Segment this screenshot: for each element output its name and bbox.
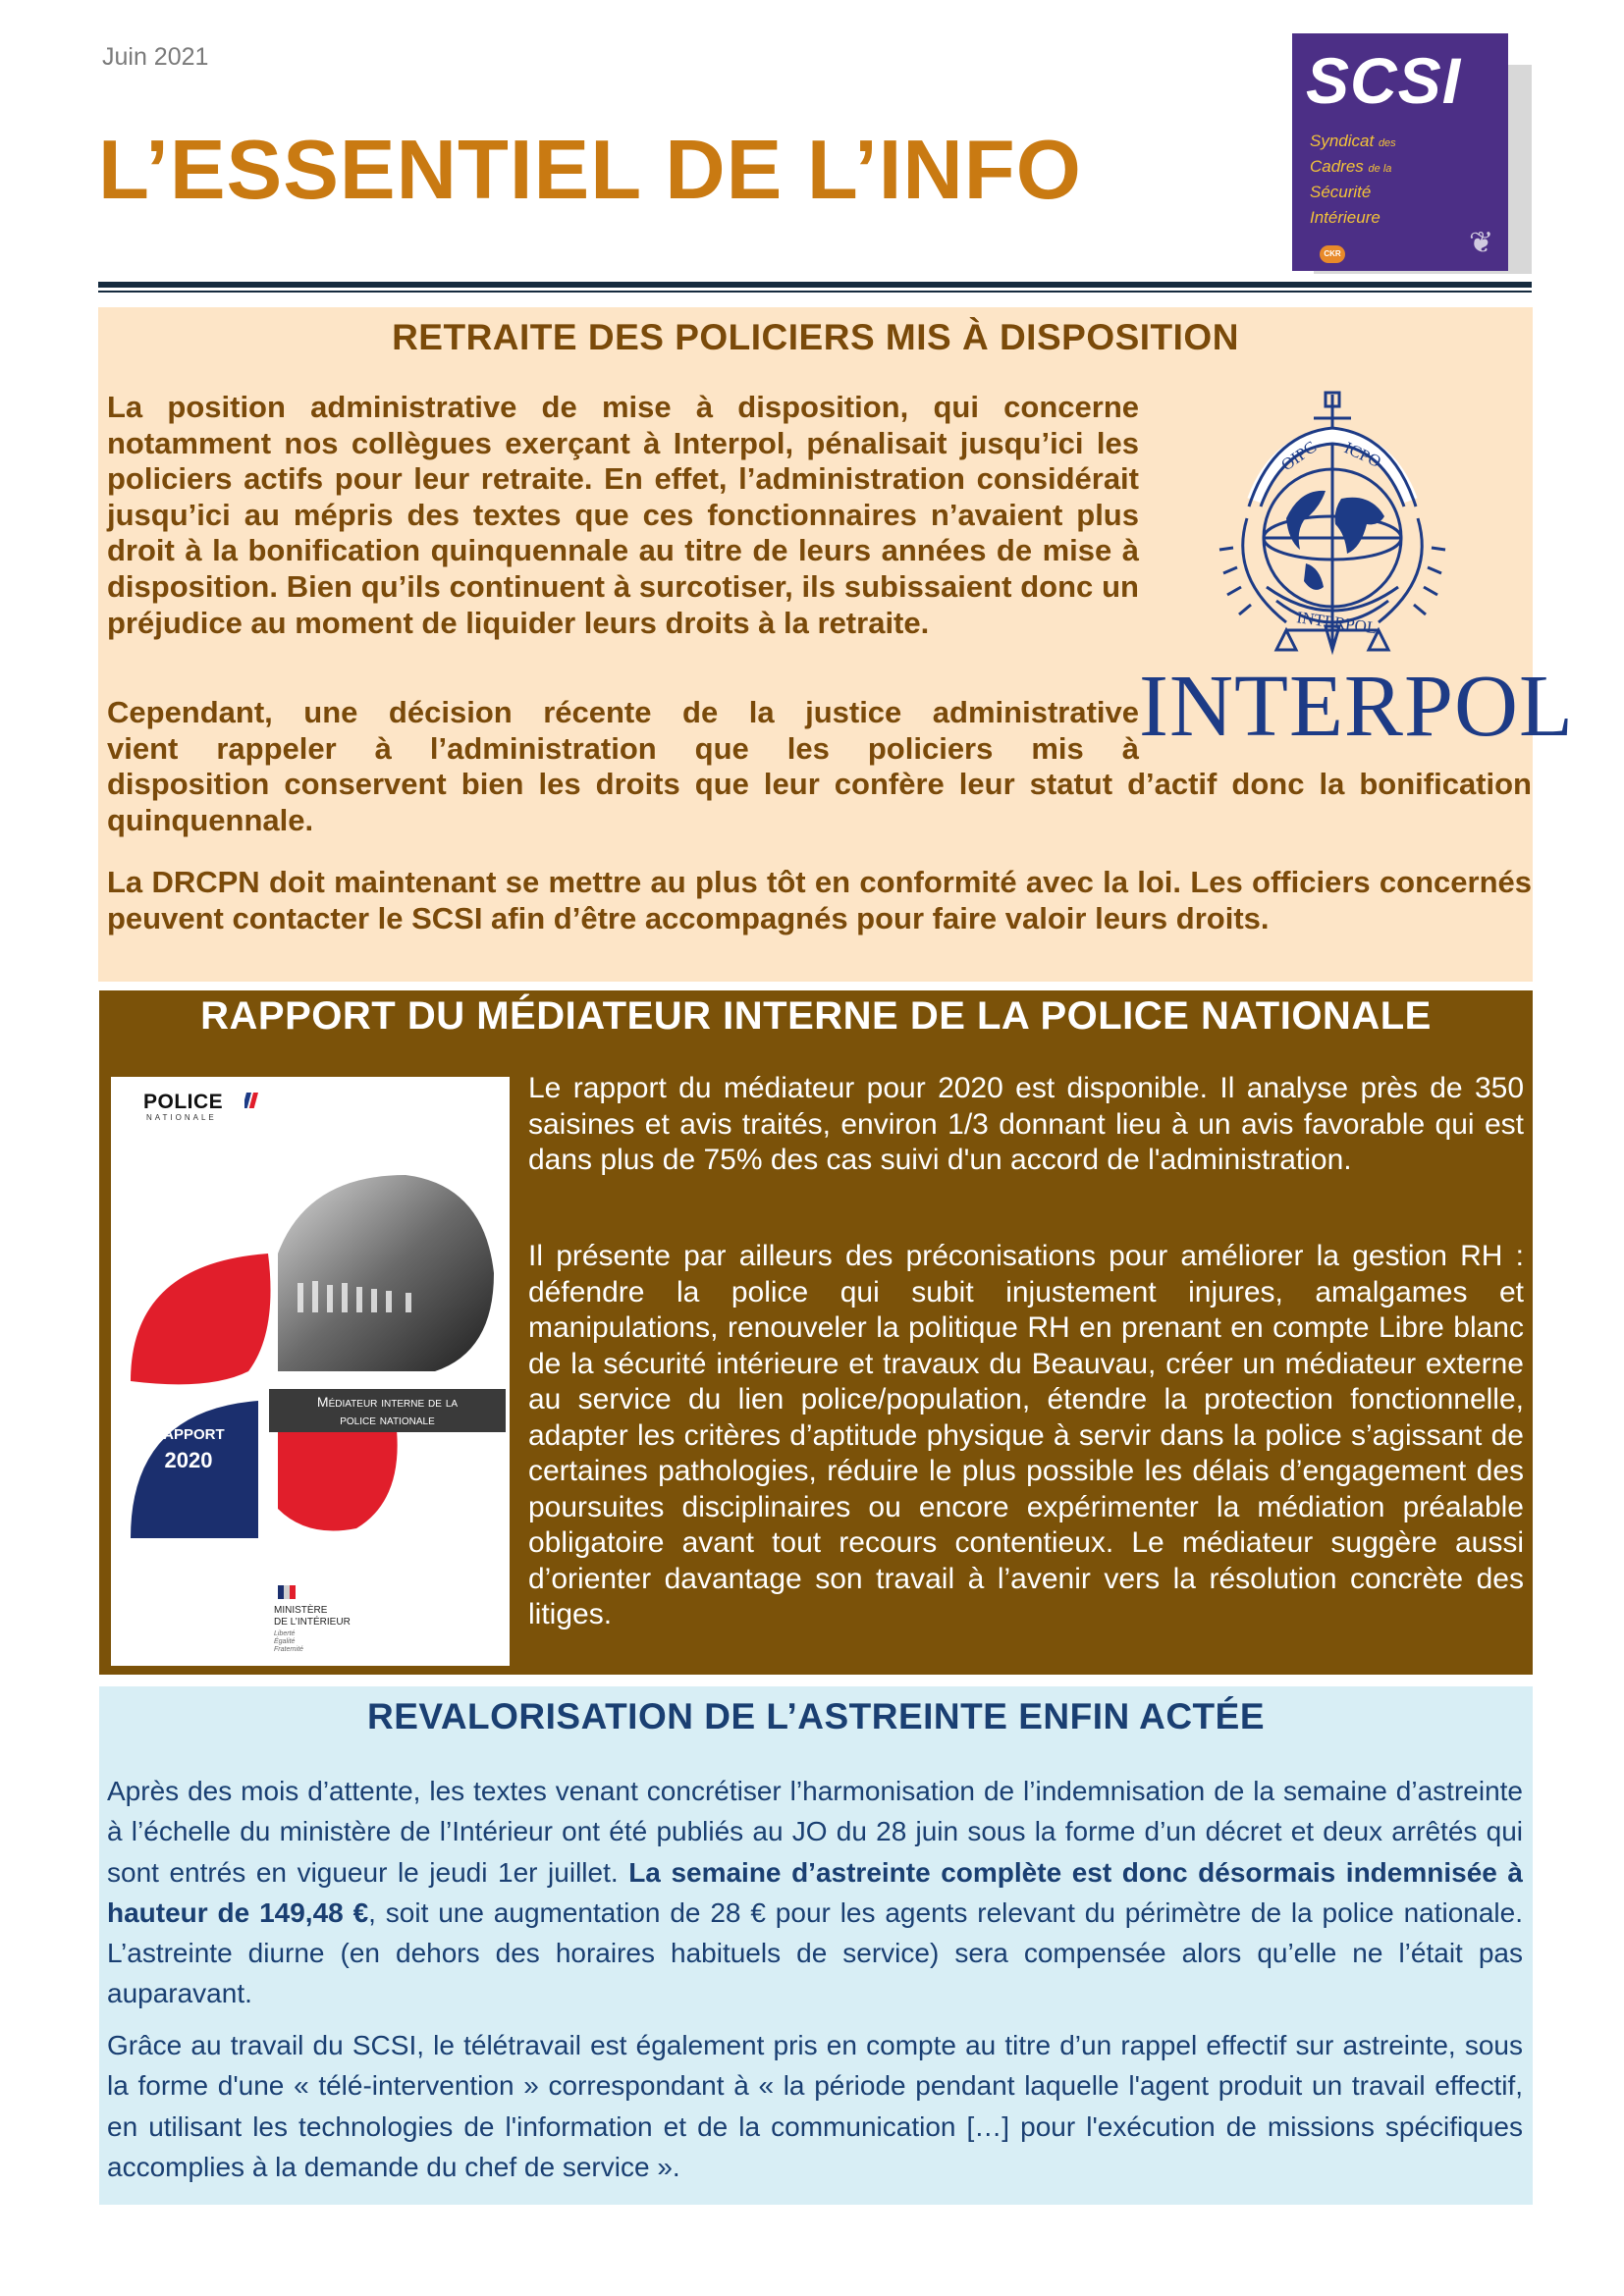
- marianne-icon: [278, 1585, 296, 1599]
- interpol-emblem-icon: [1139, 391, 1527, 666]
- interpol-logo: [1139, 391, 1574, 755]
- section-title: REVALORISATION DE L’ASTREINTE ENFIN ACTÉE: [366, 1696, 1266, 1736]
- section-title: RETRAITE DES POLICIERS MIS À DISPOSITION: [392, 317, 1239, 357]
- section-title: RAPPORT DU MÉDIATEUR INTERNE DE LA POLICE NATIONALE: [200, 994, 1432, 1038]
- motto: Liberté Égalité Fraternité: [274, 1630, 303, 1653]
- issue-date: Juin 2021: [102, 43, 209, 71]
- paragraph: Il présente par ailleurs des préconisations pour améliorer la gestion RH : défendre la police qui subit injustement injures, amalgames et manipulations, renouveler la politique RH en prenant en compte Libre blanc de la sécurité intérieure et travaux du Beauvau, créer un médiateur externe au service du lien police/population, étendre la protection fonctionnelle, adapter les critères d’aptitude physique à servir dans la police s’agissant de certaines pathologies, réduire le plus possible les délais d’engagement des poursuites disciplinaires ou encore expérimenter la médiation préalable obligatoire avant tout recours contentieux. Le médiateur suggère aussi d’orienter davantage son travail à l’avenir vers la résolution concrète des litiges.: [528, 1240, 1524, 1630]
- logo-name: SCSI: [1306, 44, 1462, 117]
- cover-label: Médiateur interne de la police nationale: [269, 1389, 506, 1432]
- interpol-wordmark: INTERPOL: [1139, 658, 1574, 755]
- paragraph: Le rapport du médiateur pour 2020 est disponible. Il analyse près de 350 saisines et avis traités, environ 1/3 donnant lieu à un avis favorable qui est dans plus de 75% des cas suivi d'un accord de l'administration.: [528, 1072, 1524, 1176]
- logo-badge: CKR: [1320, 245, 1345, 263]
- header-divider: [98, 282, 1532, 288]
- svg-text:OIPC: OIPC: [1277, 437, 1321, 475]
- section-mediateur: [99, 990, 1533, 1675]
- svg-text:ICPO: ICPO: [1341, 438, 1384, 471]
- svg-text:INTERPOL: INTERPOL: [1295, 608, 1379, 638]
- paragraph: Cependant, une décision récente de la justice administrative vient rappeler à l’administration que les policiers mis à disposition conservent bien les droits que leur confère leur statut d’actif donc la bonification quinquennale.: [107, 695, 1532, 837]
- flag-icon: [244, 1093, 266, 1108]
- paragraph: La position administrative de mise à disposition, qui concerne notamment nos collègues exerçant à Interpol, pénalisait jusqu’ici les policiers actifs pour leur retraite. En effet, l’administration considérait jusqu’ici au mépris des textes que ces fonctionnaires n’avaient plus droit à la bonification quinquennale au titre de leurs années de mise à disposition. Bien qu’ils continuent à surcotiser, ils subissaient donc un préjudice au moment de liquider leurs droits à la retraite.: [107, 390, 1139, 640]
- scsi-logo: SCSI Syndicat des Cadres de la Sécurité Intérieure CKR ❦: [1292, 33, 1532, 274]
- laurel-icon: ❦: [1469, 227, 1494, 259]
- paragraph: Grâce au travail du SCSI, le télétravail est également pris en compte au titre d’un rappel effectif sur astreinte, sous la forme d'une « télé-intervention » correspondant à « la période pendant laquelle l'agent produit un travail effectif, en utilisant les technologies de l'information et de la communication […] pour l'exécution de missions spécifiques accomplies à la demande du chef de service ».: [107, 2030, 1523, 2182]
- paragraph: Après des mois d’attente, les textes venant concrétiser l’harmonisation de l’indemnisation de la semaine d’astreinte à l’échelle du ministère de l’Intérieur ont été publiés au JO du 28 juin sous la forme d’un décret et deux arrêtés qui sont entrés en vigueur le jeudi 1er juillet. La semaine d’astreinte complète est donc désormais indemnisée à hauteur de 149,48 €, soit une augmentation de 28 € pour les agents relevant du périmètre de la police nationale. L’astreinte diurne (en dehors des horaires habituels de service) sera compensée alors qu’elle ne l’était pas auparavant.: [107, 1776, 1524, 2009]
- paragraph: La DRCPN doit maintenant se mettre au plus tôt en conformité avec la loi. Les officiers concernés peuvent contacter le SCSI afin d’être accompagnés pour faire valoir leurs droits.: [107, 865, 1532, 935]
- page-title: L’ESSENTIEL DE L’INFO: [98, 124, 1082, 217]
- section-astreinte: [99, 1686, 1533, 2205]
- report-cover-image: POLICE NATIONALE Médiateur interne de la police nationale RAPPORT 2020 MINISTÈRE DE L’INTÉRIEUR Liberté Égalité Fraternité: [111, 1077, 510, 1666]
- ministry-label: MINISTÈRE DE L’INTÉRIEUR: [274, 1605, 351, 1628]
